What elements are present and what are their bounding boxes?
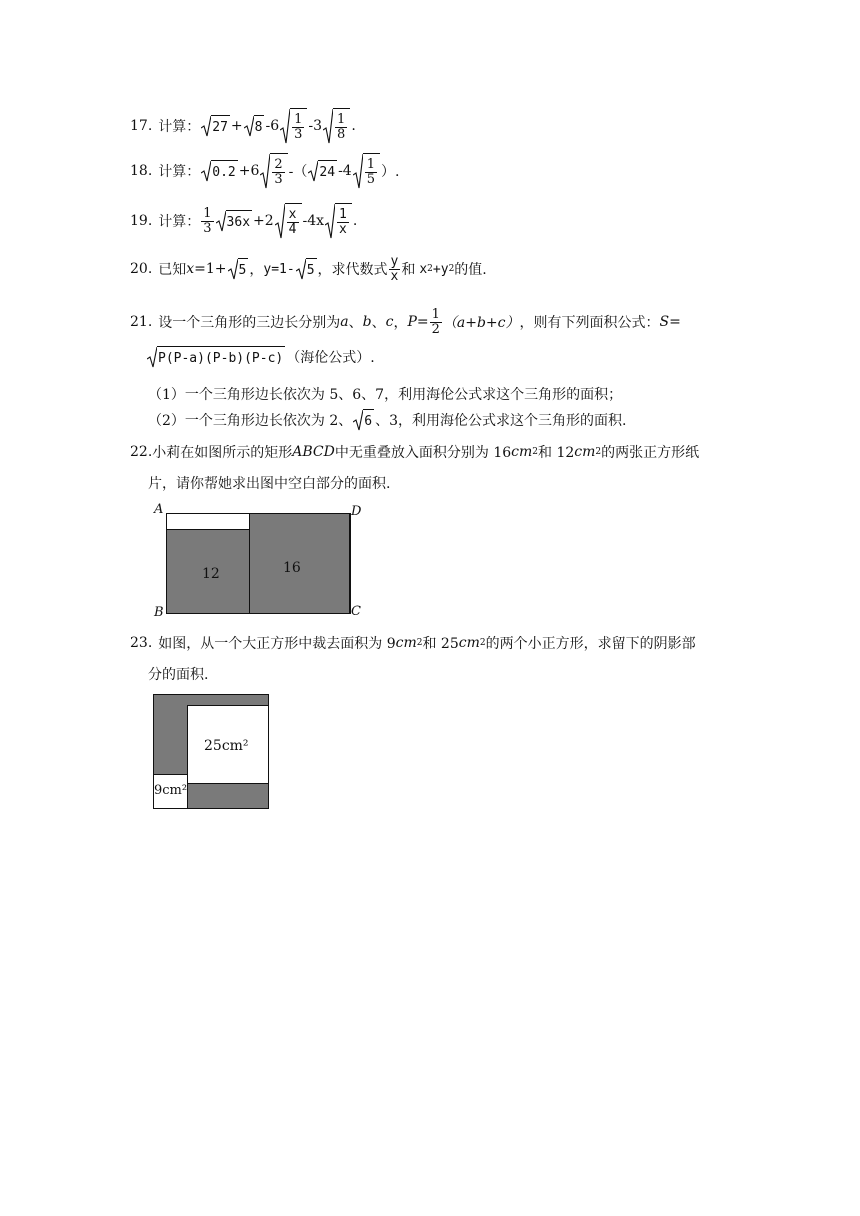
sqrt-24: 24 (308, 160, 337, 182)
equals: =1+ (194, 261, 227, 278)
problem-text: ，求代数式 (317, 262, 388, 279)
vertex-c: C (351, 604, 361, 619)
problem-18 (130, 153, 399, 189)
superscript: 2 (427, 264, 433, 275)
plus-y: +y (432, 261, 449, 277)
var-b: b (362, 314, 372, 331)
problem-number: 22. (130, 444, 153, 460)
sqrt-frac-1-3: $\frac{1}{3}$ (280, 108, 307, 144)
operator: -3 (308, 118, 323, 134)
sqrt-5-b: 5 (296, 258, 317, 280)
formula-note: （海伦公式）. (286, 350, 375, 366)
unit: cm (574, 444, 596, 460)
sqrt-0-2: 0.2 (201, 160, 237, 182)
problem-number: 23. (130, 635, 153, 651)
operator: -4x (302, 213, 325, 229)
problem-text: 和 12 (538, 445, 575, 461)
figure-rectangle-abcd (150, 502, 360, 622)
superscript: 2 (416, 638, 423, 648)
y-equals: y=1- (263, 261, 295, 277)
close-paren: ）. (380, 164, 400, 180)
var-c: c (385, 314, 394, 331)
sum-abc: （a+b+c） (442, 315, 520, 332)
square-25-label: 25cm² (204, 738, 249, 754)
operator: +2 (253, 213, 274, 229)
sqrt-5-a: 5 (228, 258, 249, 280)
separator: 、 (348, 315, 363, 332)
square-9-label: 9cm² (154, 783, 188, 798)
fraction-1-3: $\frac{1}{3}$ (203, 205, 212, 236)
problem-number: 21. (130, 314, 153, 331)
superscript: 2 (595, 447, 602, 457)
rect-name: ABCD (292, 444, 335, 460)
equals: = (669, 314, 681, 331)
var-p: P (407, 314, 417, 331)
problem-23-line-1 (130, 633, 696, 653)
sqrt-6: 6 (353, 409, 374, 431)
problem-22-line-2: 片，请你帮她求出图中空白部分的面积. (148, 476, 391, 492)
comma: ， (393, 315, 408, 332)
problem-21-line-2 (146, 346, 375, 368)
comma: ， (249, 262, 264, 279)
and-word: 和 (401, 262, 416, 279)
problem-23-line-2: 分的面积. (148, 667, 209, 683)
problem-21-sub-2 (148, 409, 626, 431)
problem-19 (130, 203, 357, 239)
sqrt-frac-1-8: $\frac{1}{8}$ (323, 108, 350, 144)
problem-text: 的两张正方形纸 (601, 445, 700, 461)
problem-number: 20. (130, 261, 153, 278)
square-12-label: 12 (202, 566, 220, 582)
sqrt-8: 8 (244, 115, 265, 137)
separator: 、 (371, 315, 386, 332)
operator: -6 (265, 118, 280, 134)
unit: cm (395, 635, 417, 651)
sqrt-frac-x-4: $\frac{x}{4}$ (275, 203, 302, 239)
problem-20 (130, 255, 487, 283)
square-16-label: 16 (283, 560, 301, 576)
problem-21-sub-1: （1）一个三角形边长依次为 5、6、7，利用海伦公式求这个三角形的面积； (148, 387, 623, 403)
var-x-squared: x (419, 261, 428, 277)
sqrt-27: 27 (201, 115, 230, 137)
problem-lead: 计算： (158, 164, 201, 180)
fraction-1-2: $\frac{1}{2}$ (431, 307, 440, 337)
vertex-d: D (351, 504, 362, 519)
superscript: 2 (448, 264, 455, 275)
sqrt-frac-1-x: $\frac{1}{x}$ (325, 203, 352, 239)
unit: cm (458, 635, 480, 651)
problem-number: 18. (130, 163, 153, 179)
problem-lead: 已知 (158, 262, 187, 279)
problem-text: （2）一个三角形边长依次为 2、 (148, 413, 353, 429)
operator: +6 (238, 163, 260, 179)
period: . (352, 213, 358, 229)
problem-text: ，则有下列面积公式： (519, 315, 660, 332)
sqrt-frac-1-5: $\frac{1}{5}$ (353, 153, 380, 189)
problem-text: 小莉在如图所示的矩形 (152, 445, 293, 461)
operator: -（ (288, 164, 308, 180)
var-a: a (340, 314, 349, 331)
sqrt-frac-2-3: $\frac{2}{3}$ (260, 153, 287, 189)
var-s: S (659, 314, 670, 331)
problem-17 (130, 108, 356, 144)
sqrt-36x: 36x (216, 210, 252, 232)
superscript: 2 (532, 447, 538, 457)
problem-text: 如图，从一个大正方形中裁去面积为 9 (158, 636, 396, 652)
figure-big-square (153, 694, 269, 809)
superscript: 2 (479, 638, 486, 648)
problem-text: 的两个小正方形，求留下的阴影部 (485, 636, 696, 652)
var-x: x (186, 261, 195, 278)
period: . (351, 118, 356, 134)
problem-text: 和 25 (422, 636, 459, 652)
vertex-b: B (154, 605, 164, 620)
operator: + (230, 118, 243, 134)
problem-text: 中无重叠放入面积分别为 16 (334, 445, 512, 461)
fraction-y-x: $\frac{y}{x}$ (390, 254, 399, 284)
problem-text: 的值. (454, 262, 487, 279)
vertex-a: A (154, 502, 164, 517)
problem-lead: 计算： (158, 214, 201, 230)
problem-text: 、3，利用海伦公式求这个三角形的面积. (375, 413, 627, 429)
problem-21-line-1 (130, 308, 681, 336)
problem-22-line-1 (130, 442, 699, 462)
equals: = (416, 314, 429, 331)
unit: cm (511, 444, 533, 460)
problem-number: 19. (130, 213, 153, 229)
problem-text: 设一个三角形的三边长分别为 (158, 315, 341, 332)
problem-lead: 计算： (158, 119, 201, 135)
heron-formula: P(P-a)(P-b)(P-c) (147, 346, 285, 368)
problem-number: 17. (130, 118, 153, 134)
operator: -4 (338, 163, 352, 179)
